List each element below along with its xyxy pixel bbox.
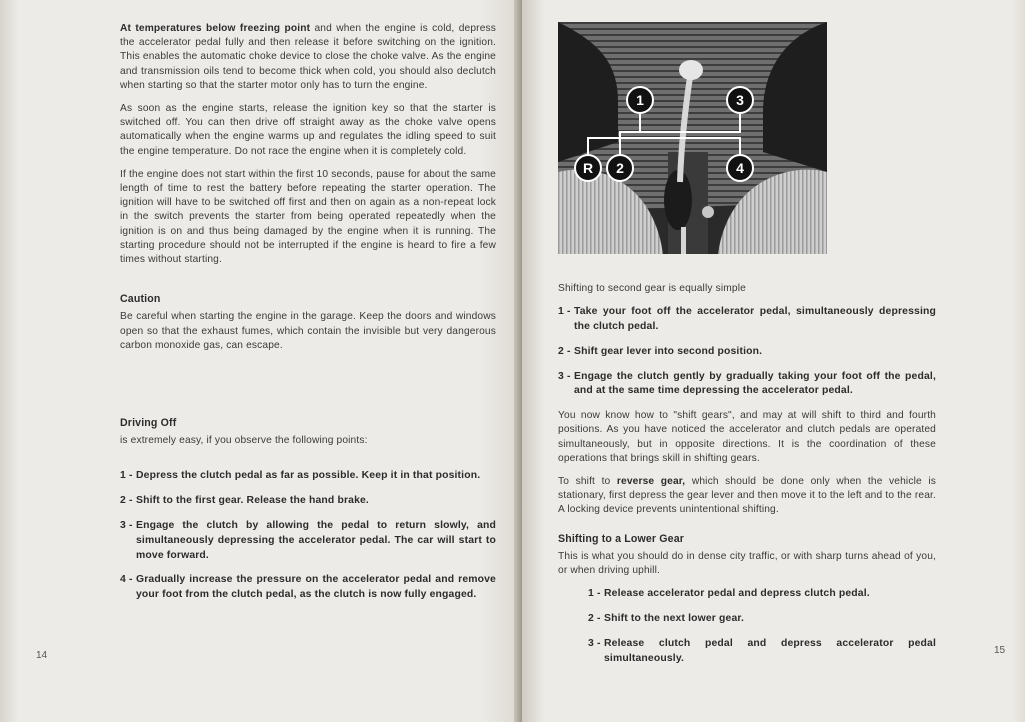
step-text: Shift to the next lower gear. [604, 613, 745, 625]
right-page [522, 0, 1025, 722]
cold-start-lead: At temperatures below freezing point [120, 23, 311, 34]
step-number: 3 - [558, 370, 571, 382]
driving-step-2 [120, 494, 496, 509]
reverse-pre: To shift to [558, 476, 617, 487]
marker-3 [727, 87, 753, 113]
step-text: Engage the clutch by allowing the pedal to return slowly, and simultaneously depressing the accelerator pedal. The car will start to move forward. [136, 520, 496, 561]
lower-step-2 [588, 612, 936, 627]
caution-text: Be careful when starting the engine in the garage. Keep the doors and windows open so that the exhaust fumes, which contain the invisible but very dangerous carbon monoxide gas, can escape. [120, 311, 496, 351]
step-text: Take your foot off the accelerator pedal, simultaneously depressing the clutch pedal. [574, 306, 936, 332]
paragraph-reverse-gear [558, 475, 936, 518]
paragraph-engine-starts: As soon as the engine starts, release the ignition key so that the starter is switched off. You can then drive off straight away as the choke valve opens automatically when the engine warms up and regulates the idling speed to suit the engine temperature. Do not race the engine when it is completely cold. [120, 103, 496, 157]
step-text: Release clutch pedal and depress accelerator pedal simultaneously. [604, 637, 936, 664]
cold-start-text: and when the engine is cold, depress the accelerator pedal fully and then release it before switching on the ignition. This enables the automatic choke device to close the choke valve. As the engine and transmission oils tend to become thick when cold, you should also declutch when starting so that the starter motor only has to turn the engine. [120, 23, 496, 91]
reverse-post: which should be done only when the vehicle is stationary, first depress the gear lever and then move it to the left and to the rear. A locking device prevents unintentional shifting. [558, 476, 937, 516]
second-gear-intro: Shifting to second gear is equally simple [558, 283, 746, 294]
svg-text:R: R [582, 160, 594, 176]
second-gear-step-2 [558, 345, 936, 360]
step-number: 1 - [120, 470, 133, 482]
paragraph-cold-start [120, 22, 496, 93]
marker-2 [607, 155, 633, 181]
step-number: 3 - [588, 637, 601, 649]
caution-heading: Caution [120, 293, 161, 306]
svg-text:1: 1 [636, 92, 644, 108]
driving-step-3 [120, 519, 496, 563]
step-number: 1 - [588, 588, 601, 600]
step-text: Shift to the first gear. Release the hand brake. [136, 495, 369, 507]
second-gear-step-3 [558, 370, 936, 400]
gear-lever-photo [558, 22, 827, 254]
paragraph-not-start: If the engine does not start within the first 10 seconds, pause for about the same length of time to rest the battery before repeating the starter operation. The ignition will have to be switched off first and then on again as a non-repeat lock in the switch prevents the starter from being operated repeatedly when the ignition is on and thus being damaged by the engine when it is running. The starting procedure should not be interrupted if the engine is heard to fire a few times without starting. [120, 168, 496, 266]
driving-step-1 [120, 469, 496, 484]
step-number: 2 - [558, 345, 571, 357]
step-text: Release accelerator pedal and depress clutch pedal. [604, 588, 870, 600]
lower-gear-heading: Shifting to a Lower Gear [558, 532, 685, 545]
left-column [120, 22, 496, 613]
step-text: Shift gear lever into second position. [574, 345, 763, 357]
step-text: Gradually increase the pressure on the accelerator pedal and remove your foot from the clutch pedal, as the clutch is now fully engaged. [136, 574, 496, 601]
gear-lever-illustration [558, 22, 827, 254]
step-number: 2 - [120, 495, 133, 507]
step-number: 1 - [558, 306, 571, 318]
second-gear-step-1 [558, 305, 936, 335]
paragraph-shift-gears: You now know how to "shift gears", and may at will shift to third and fourth positions. As you have noticed the accelerator and clutch pedals are operated simultaneously, but in opposite directions. It is the coordination of these operations that brings skill in shifting gears. [558, 410, 936, 464]
marker-r [575, 155, 601, 181]
step-text: Engage the clutch gently by gradually taking your foot off the pedal, and at the same time depressing the accelerator pedal. [574, 370, 936, 397]
step-number: 2 - [588, 613, 601, 625]
lower-step-3 [588, 637, 936, 667]
driving-off-intro: is extremely easy, if you observe the following points: [120, 435, 368, 447]
lower-step-1 [588, 587, 936, 602]
lower-gear-text: This is what you should do in dense city traffic, or with sharp turns ahead of you, or when driving uphill. [558, 550, 936, 577]
svg-text:2: 2 [616, 160, 624, 176]
marker-1 [627, 87, 653, 113]
svg-text:3: 3 [736, 92, 744, 108]
page-number-left: 14 [36, 650, 48, 661]
svg-text:4: 4 [736, 160, 744, 176]
right-column [558, 282, 936, 676]
reverse-bold: reverse gear, [616, 476, 686, 487]
step-number: 4 - [120, 574, 133, 586]
step-number: 3 - [120, 520, 133, 532]
driving-step-4 [120, 573, 496, 603]
step-text: Depress the clutch pedal as far as possible. Keep it in that position. [136, 470, 481, 482]
page-number-right: 15 [994, 645, 1006, 656]
marker-4 [727, 155, 753, 181]
driving-off-heading: Driving Off [120, 417, 177, 430]
